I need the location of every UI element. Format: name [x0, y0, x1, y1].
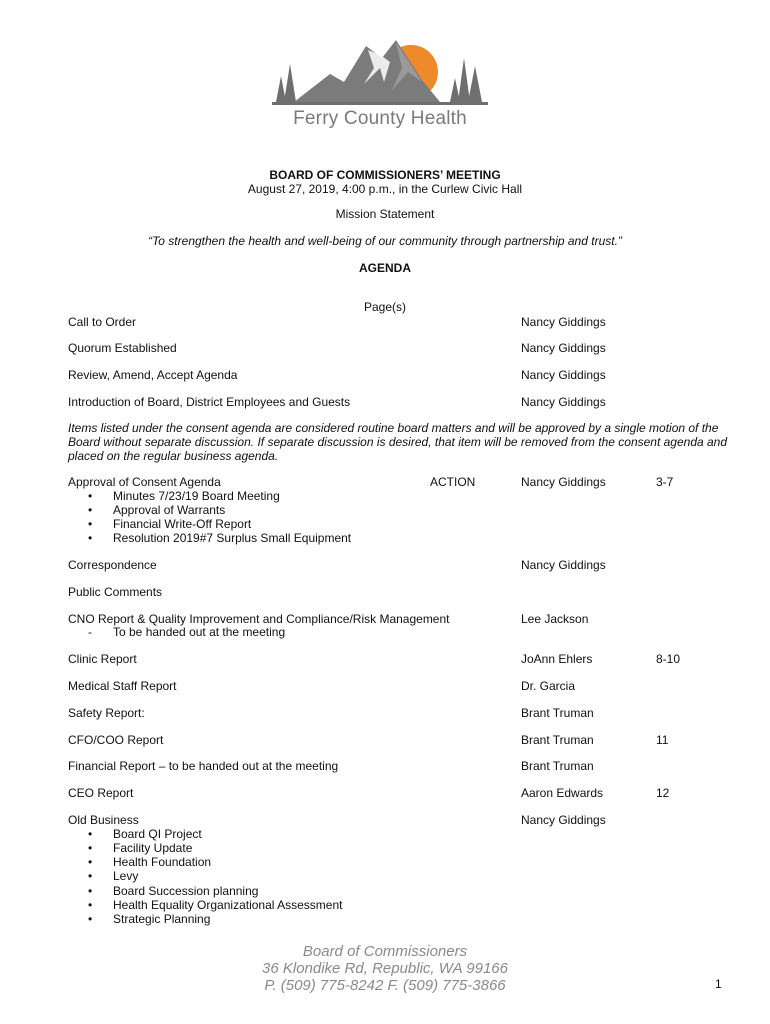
page-number: 1	[715, 977, 722, 991]
presenter: Nancy Giddings	[521, 475, 606, 489]
presenter: Nancy Giddings	[521, 315, 606, 329]
mountain-sun-icon	[272, 28, 488, 110]
bullet-icon: •	[88, 884, 93, 898]
bullet-text: Health Equality Organizational Assessment	[113, 898, 343, 912]
agenda-row	[68, 733, 708, 749]
footer-address: 36 Klondike Rd, Republic, WA 99166	[262, 960, 508, 977]
presenter: Nancy Giddings	[521, 341, 606, 355]
bullet-text: Resolution 2019#7 Surplus Small Equipment	[113, 531, 352, 545]
agenda-row	[68, 395, 708, 411]
bullet-icon: •	[88, 503, 93, 517]
org-logo	[272, 28, 488, 132]
agenda-item: Quorum Established	[68, 341, 177, 355]
agenda-row	[68, 759, 708, 775]
agenda-item: CEO Report	[68, 786, 134, 800]
bullet-text: Board QI Project	[113, 827, 202, 841]
bullet-text: Approval of Warrants	[113, 503, 226, 517]
presenter: JoAnn Ehlers	[521, 652, 593, 666]
presenter: Brant Truman	[521, 733, 594, 747]
agenda-item: Financial Report – to be handed out at the meeting	[68, 759, 339, 773]
consent-note-line: Board without separate discussion. If separate discussion is desired, that item will be removed from the consent agenda and	[68, 435, 728, 449]
agenda-item: CFO/COO Report	[68, 733, 164, 747]
sub-item-text: To be handed out at the meeting	[113, 625, 286, 639]
mission-text: “To strengthen the health and well-being of our community through partnership and trust.”	[148, 234, 622, 248]
presenter: Brant Truman	[521, 706, 594, 720]
agenda-row	[68, 706, 708, 722]
agenda-row	[68, 558, 708, 574]
bullet-icon: •	[88, 841, 93, 855]
page-range: 11	[656, 733, 669, 747]
agenda-item: Call to Order	[68, 315, 137, 329]
presenter: Nancy Giddings	[521, 813, 606, 827]
bullet-text: Board Succession planning	[113, 884, 259, 898]
bullet-icon: •	[88, 898, 93, 912]
agenda-item: Approval of Consent Agenda	[68, 475, 221, 489]
agenda-heading: AGENDA	[358, 261, 411, 275]
consent-note-line: placed on the regular business agenda.	[68, 449, 279, 463]
bullet-item	[68, 869, 708, 885]
agenda-row	[68, 786, 708, 802]
org-name: Ferry County Health	[293, 108, 467, 129]
bullet-item	[68, 531, 708, 547]
agenda-item: Introduction of Board, District Employees and Guests	[68, 395, 351, 409]
presenter: Dr. Garcia	[521, 679, 576, 693]
page-range: 8-10	[656, 652, 681, 666]
consent-note-line: Items listed under the consent agenda are considered routine board matters and will be approved by a single motion of the	[68, 421, 719, 435]
footer-line: Board of Commissioners	[302, 943, 468, 960]
page-range: 12	[656, 786, 670, 800]
agenda-row	[68, 341, 708, 357]
agenda-item: Review, Amend, Accept Agenda	[68, 368, 238, 382]
bullet-text: Levy	[113, 869, 139, 883]
bullet-text: Minutes 7/23/19 Board Meeting	[113, 489, 280, 503]
presenter: Aaron Edwards	[521, 786, 604, 800]
bullet-text: Facility Update	[113, 841, 193, 855]
page-range: 3-7	[656, 475, 674, 489]
bullet-icon: •	[88, 531, 93, 545]
agenda-row	[68, 585, 708, 601]
agenda-item: Medical Staff Report	[68, 679, 177, 693]
bullet-text: Financial Write-Off Report	[113, 517, 252, 531]
action-label: ACTION	[430, 475, 476, 489]
agenda-item: Old Business	[68, 813, 139, 827]
bullet-text: Strategic Planning	[113, 912, 211, 926]
sub-item	[68, 625, 708, 641]
bullet-icon: •	[88, 855, 93, 869]
presenter: Nancy Giddings	[521, 558, 606, 572]
pages-column-header: Page(s)	[363, 300, 407, 314]
bullet-text: Health Foundation	[113, 855, 212, 869]
presenter: Lee Jackson	[521, 612, 589, 626]
agenda-item: CNO Report & Quality Improvement and Compliance/Risk Management	[68, 612, 450, 626]
agenda-row	[68, 679, 708, 695]
agenda-item: Correspondence	[68, 558, 157, 572]
agenda-item: Clinic Report	[68, 652, 137, 666]
bullet-icon: •	[88, 489, 93, 503]
bullet-icon: •	[88, 869, 93, 883]
bullet-icon: •	[88, 827, 93, 841]
bullet-item	[68, 912, 708, 928]
bullet-icon: •	[88, 517, 93, 531]
agenda-item: Public Comments	[68, 585, 163, 599]
presenter: Nancy Giddings	[521, 395, 606, 409]
bullet-icon: •	[88, 912, 93, 926]
mission-label: Mission Statement	[335, 207, 435, 221]
presenter: Brant Truman	[521, 759, 594, 773]
meeting-details: August 27, 2019, 4:00 p.m., in the Curlew Civic Hall	[247, 182, 523, 196]
meeting-title: BOARD OF COMMISSIONERS’ MEETING	[269, 168, 501, 182]
agenda-item: Safety Report:	[68, 706, 145, 720]
footer-phone: P. (509) 775-8242 F. (509) 775-3866	[264, 977, 506, 994]
dash-icon: -	[88, 625, 92, 639]
presenter: Nancy Giddings	[521, 368, 606, 382]
agenda-row	[68, 315, 708, 331]
agenda-row	[68, 368, 708, 384]
agenda-row	[68, 652, 708, 668]
